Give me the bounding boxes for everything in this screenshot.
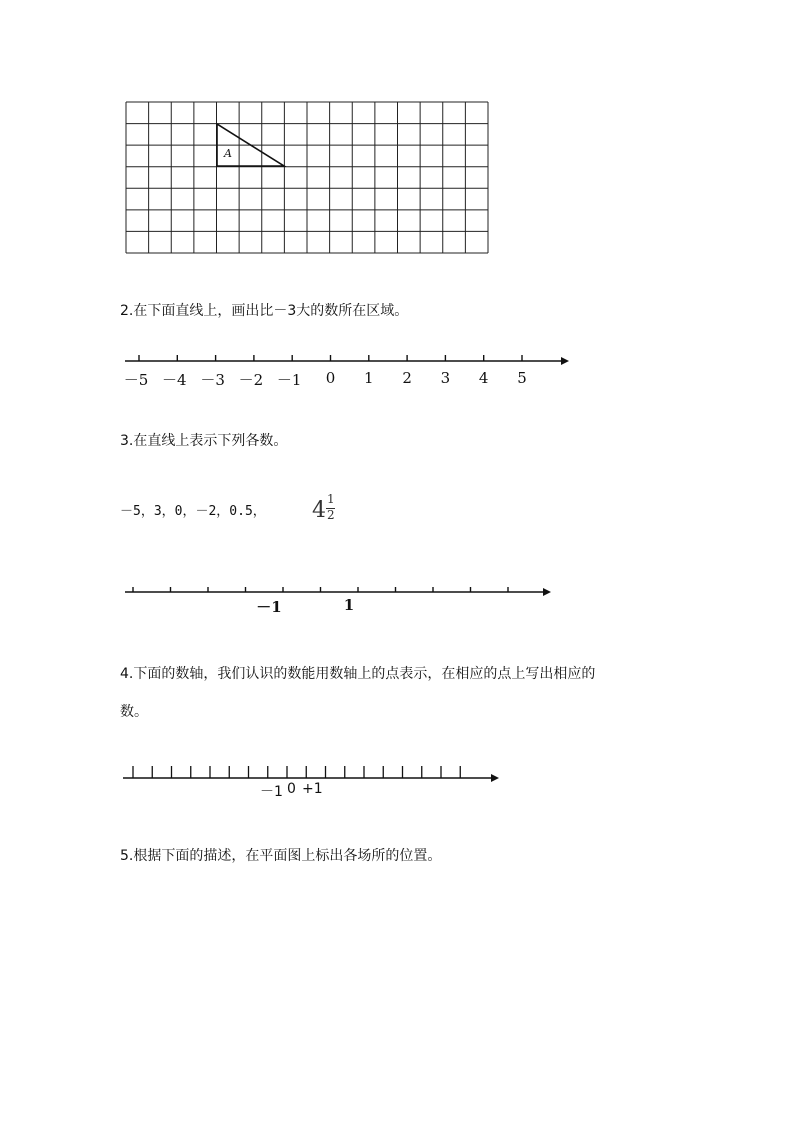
line4-label-pos1: +1 xyxy=(302,781,323,797)
line2-label: －1 xyxy=(276,371,302,389)
grid-figure xyxy=(125,101,489,254)
mixed-numerator: 1 xyxy=(327,492,335,506)
question-4-line2: 数。 xyxy=(120,704,148,720)
line2-label: 3 xyxy=(440,369,451,387)
triangle-label: A xyxy=(224,147,232,160)
number-list: －5，3，0，－2，0.5， xyxy=(120,504,266,519)
question-3-text: 3.在直线上表示下列各数。 xyxy=(120,433,288,449)
mixed-denominator: 2 xyxy=(327,508,335,522)
line2-label: －4 xyxy=(162,371,187,389)
line2-label: 2 xyxy=(402,369,412,387)
grid-lines xyxy=(126,102,488,253)
line2-label: －3 xyxy=(200,371,225,389)
line2-label: 5 xyxy=(517,369,527,387)
line2-label: 0 xyxy=(325,369,336,387)
question-5-text: 5.根据下面的描述，在平面图上标出各场所的位置。 xyxy=(120,848,442,864)
line4-label-neg1: －1 xyxy=(260,784,283,800)
question-4-line1: 4.下面的数轴，我们认识的数能用数轴上的点表示，在相应的点上写出相应的 xyxy=(120,666,596,682)
line2-label: 4 xyxy=(478,369,489,387)
line2-label: 1 xyxy=(364,369,374,387)
line2-label: －2 xyxy=(238,371,264,389)
mixed-number xyxy=(312,492,342,526)
line3-label-neg1: －1 xyxy=(256,598,282,616)
mixed-whole: 4 xyxy=(312,498,326,523)
line4-label-0: 0 xyxy=(287,781,296,797)
line2-label: －5 xyxy=(123,371,149,389)
question-2-text: 2.在下面直线上，画出比－3大的数所在区域。 xyxy=(120,303,409,319)
line3-label-1: 1 xyxy=(343,596,355,614)
